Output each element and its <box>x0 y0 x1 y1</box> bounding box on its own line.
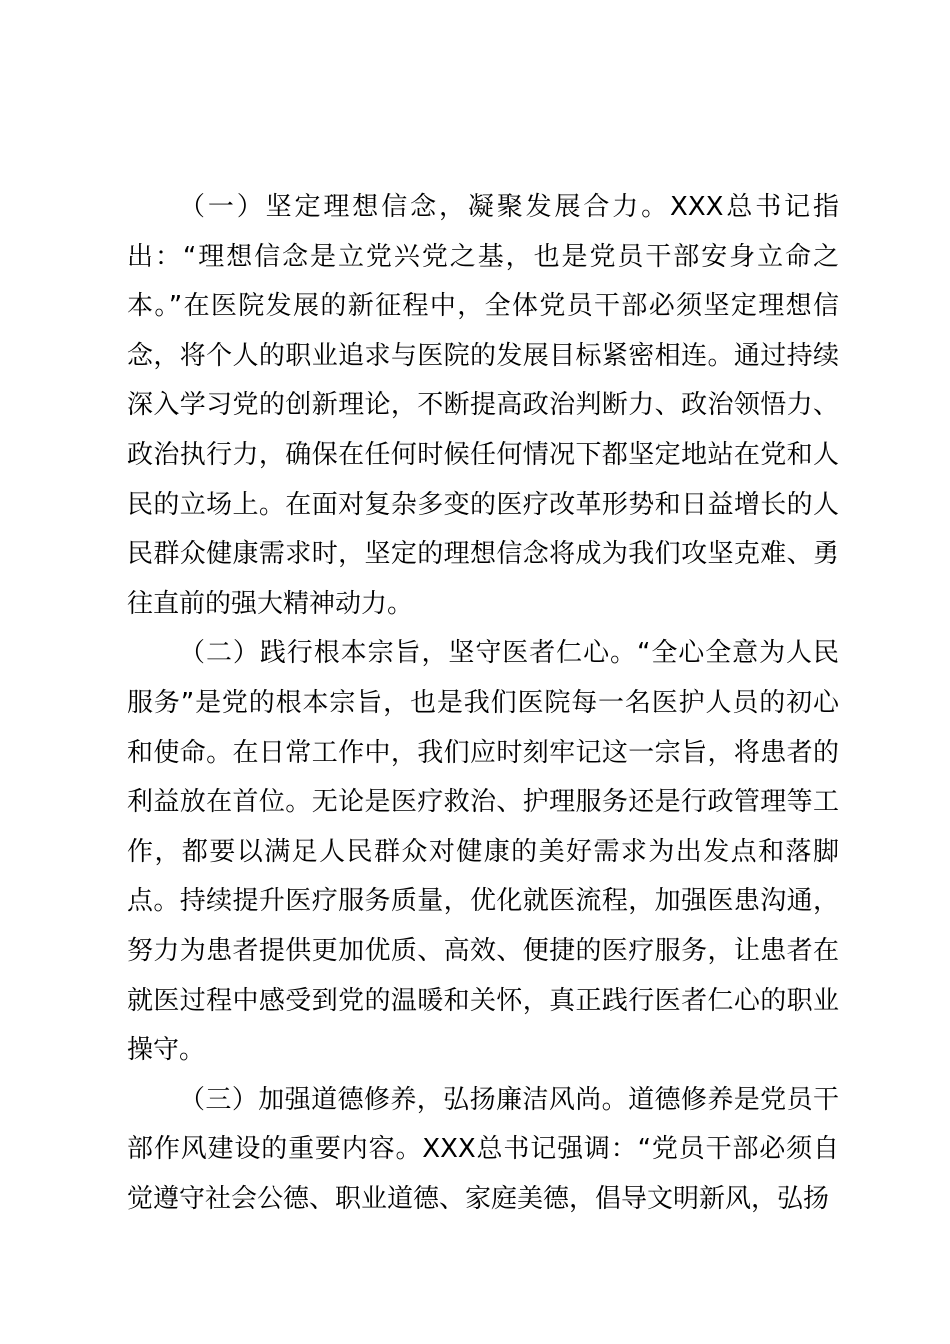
paragraph-purpose: （二）践行根本宗旨，坚守医者仁心。“全心全意为人民服务”是党的根本宗旨，也是我们医院每一名医护人员的初心和使命。在日常工作中，我们应时刻牢记这一宗旨，将患者的利益放在首位。无论是医疗救治、护理服务还是行政管理等工作，都要以满足人民群众对健康的美好需求为出发点和落脚点。持续提升医疗服务质量，优化就医流程，加强医患沟通，努力为患者提供更加优质、高效、便捷的医疗服务，让患者在就医过程中感受到党的温暖和关怀，真正践行医者仁心的职业操守。 <box>127 638 839 1066</box>
document-body <box>127 183 839 1224</box>
paragraph-ideals: （一）坚定理想信念，凝聚发展合力。XXX总书记指出：“理想信念是立党兴党之基，也是党员干部安身立命之本。”在医院发展的新征程中，全体党员干部必须坚定理想信念，将个人的职业追求与医院的发展目标紧密相连。通过持续深入学习党的创新理论，不断提高政治判断力、政治领悟力、政治执行力，确保在任何时候任何情况下都坚定地站在党和人民的立场上。在面对复杂多变的医疗改革形势和日益增长的人民群众健康需求时，坚定的理想信念将成为我们攻坚克难、勇往直前的强大精神动力。 <box>127 192 839 619</box>
paragraph-morality: （三）加强道德修养，弘扬廉洁风尚。道德修养是党员干部作风建设的重要内容。XXX总书记强调：“党员干部必须自觉遵守社会公德、职业道德、家庭美德，倡导文明新风，弘扬 <box>127 1084 839 1214</box>
